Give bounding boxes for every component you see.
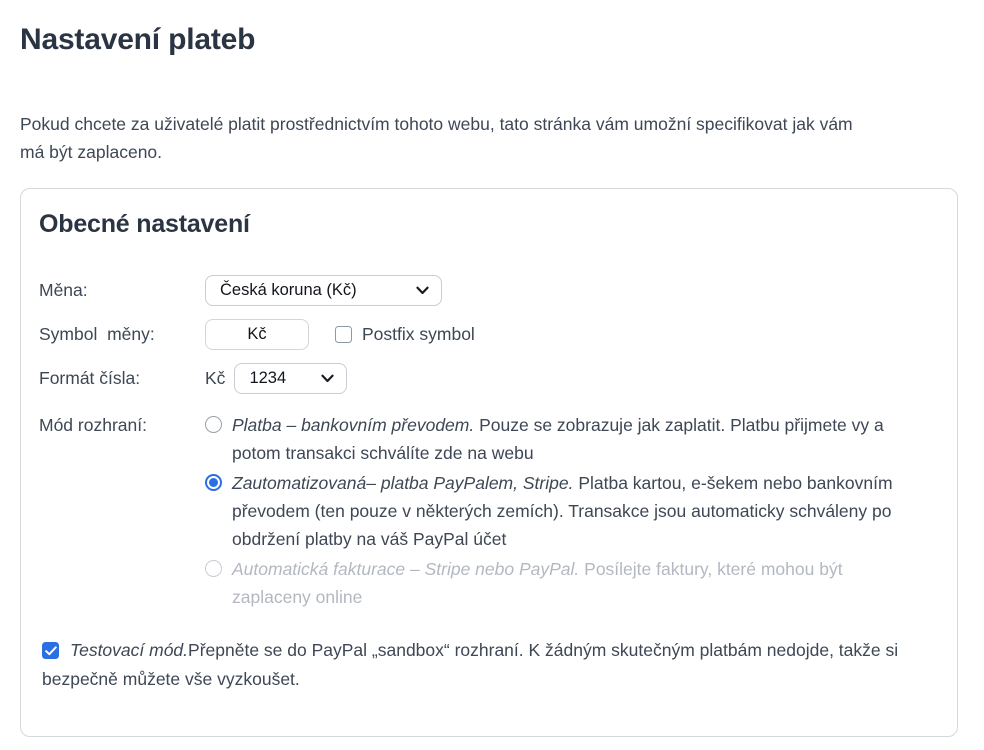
postfix-symbol-checkbox[interactable] [335,326,352,343]
symbol-label: Symbol měny: [39,324,155,344]
option-automated-description: Platba kartou, e-šekem nebo bankovním převodem (ten pouze v některých zemích). Transakce jsou automaticky schváleny po obdržení platby na váš PayPal účet [232,473,893,549]
number-format-prefix: Kč [205,368,226,388]
test-mode-block [42,636,939,694]
number-format-label: Formát čísla: [39,368,141,388]
interface-mode-radio-group [205,411,900,613]
radio-automated-selected-icon[interactable] [205,474,222,491]
radio-option-bank-transfer[interactable] [205,411,900,467]
interface-mode-row [39,411,939,613]
test-mode-title: Testovací mód. [70,640,189,660]
test-mode-checkbox[interactable] [42,642,59,659]
general-settings-panel [20,188,958,737]
currency-symbol-input[interactable] [205,319,309,350]
option-invoicing-title: Automatická fakturace – Stripe nebo PayPal. [232,559,580,579]
chevron-down-icon [321,374,334,383]
interface-mode-label: Mód rozhraní: [39,415,147,435]
currency-label: Měna: [39,280,88,300]
currency-select[interactable] [205,275,442,306]
option-invoicing-description: Posílejte faktury, které mohou být zaplaceny online [232,559,843,607]
test-mode-description: Přepněte se do PayPal „sandbox“ rozhraní. K žádným skutečným platbám nedojde, takže si bezpečně můžete vše vyzkoušet. [42,640,899,689]
postfix-symbol-label: Postfix symbol [362,324,475,344]
radio-bank-transfer-icon[interactable] [205,416,222,433]
currency-row [39,275,939,306]
page-title: Nastavení plateb [20,23,256,56]
chevron-down-icon [416,286,429,295]
checkmark-icon [45,646,57,656]
number-format-select[interactable] [234,363,347,394]
intro-text: Pokud chcete za uživatelé platit prostřednictvím tohoto webu, tato stránka vám umožní specifikovat jak vám má být zaplaceno. [20,114,853,162]
currency-select-value: Česká koruna (Kč) [220,281,357,299]
option-bank-transfer-description: Pouze se zobrazuje jak zaplatit. Platbu přijmete vy a potom transakci schválíte zde na webu [232,415,884,463]
option-automated-title: Zautomatizovaná– platba PayPalem, Stripe. [232,473,574,493]
symbol-row [39,319,939,350]
radio-option-automated-paypal-stripe[interactable] [205,469,900,553]
number-format-row [39,363,939,394]
radio-automatic-invoicing-disabled-icon [205,560,222,577]
radio-option-automatic-invoicing [205,555,900,611]
option-bank-transfer-title: Platba – bankovním převodem. [232,415,475,435]
postfix-symbol-option[interactable] [335,324,475,345]
number-format-select-value: 1234 [249,369,287,387]
panel-heading: Obecné nastavení [39,210,250,238]
